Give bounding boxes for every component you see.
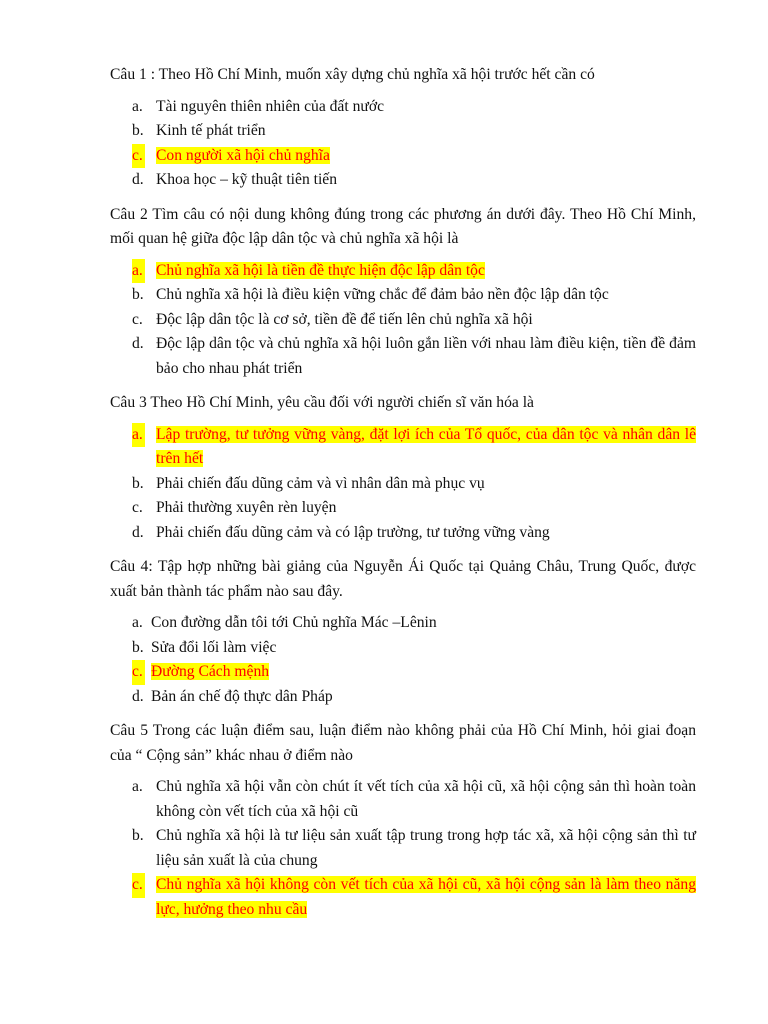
- question-3: Câu 3 Theo Hồ Chí Minh, yêu cầu đối với người chiến sĩ văn hóa là: [110, 394, 534, 411]
- option-4c-answer: [110, 660, 696, 685]
- question-4: Câu 4: Tập hợp những bài giảng của Nguyễn Ái Quốc tại Quảng Châu, Trung Quốc, được xuất bản thành tác phẩm nào sau đây.: [110, 558, 696, 600]
- option-4d: [110, 685, 696, 710]
- option-text: Chủ nghĩa xã hội là tiền đề thực hiện độc lập dân tộc: [156, 261, 485, 279]
- options-list-1: [110, 95, 696, 193]
- option-2a-answer: [110, 259, 696, 284]
- option-text: Chủ nghĩa xã hội không còn vết tích của xã hội cũ, xã hội cộng sản là làm theo năng lực, hưởng theo nhu cầu: [156, 876, 696, 918]
- option-text: Độc lập dân tộc và chủ nghĩa xã hội luôn gắn liền với nhau làm điều kiện, tiền đề đảm bảo cho nhau phát triển: [156, 335, 696, 377]
- option-letter: c.: [132, 310, 143, 328]
- option-3d: [110, 521, 696, 546]
- option-text: Phải chiến đấu dũng cảm và vì nhân dân mà phục vụ: [156, 474, 485, 492]
- option-text: Sửa đổi lối làm việc: [151, 638, 277, 656]
- options-list-5: [110, 775, 696, 922]
- option-letter: a.: [132, 423, 145, 448]
- option-text: Lập trường, tư tưởng vững vàng, đặt lợi ích của Tổ quốc, của dân tộc và nhân dân lê trên hết: [156, 425, 696, 467]
- option-letter: b.: [132, 286, 144, 303]
- option-4b: [110, 636, 696, 661]
- option-5b: [110, 824, 696, 873]
- options-list-3: [110, 423, 696, 546]
- option-letter: b.: [132, 474, 144, 492]
- option-2d: [110, 332, 696, 381]
- option-letter: c.: [132, 660, 145, 685]
- option-letter: a.: [132, 778, 143, 795]
- options-list-2: [110, 259, 696, 382]
- option-letter: d.: [132, 523, 144, 541]
- option-letter: a.: [132, 97, 143, 115]
- option-text: Con đường dẫn tôi tới Chủ nghĩa Mác –Lênin: [151, 614, 437, 631]
- option-1a: [110, 95, 696, 120]
- option-text: Chủ nghĩa xã hội là điều kiện vững chắc để đảm bảo nền độc lập dân tộc: [156, 286, 609, 303]
- option-3b: [110, 472, 696, 497]
- option-letter: d.: [132, 687, 144, 705]
- option-text: Đường Cách mệnh: [151, 663, 270, 680]
- option-4a: [110, 611, 696, 636]
- option-1c-answer: [110, 144, 696, 169]
- option-text: Phải chiến đấu dũng cảm và có lập trường, tư tưởng vững vàng: [156, 523, 550, 541]
- option-letter: c.: [132, 144, 145, 169]
- options-list-4: [110, 611, 696, 709]
- option-text: Chủ nghĩa xã hội là tư liệu sản xuất tập trung trong hợp tác xã, xã hội cộng sản thì tư liệu sản xuất là của chung: [156, 827, 696, 869]
- option-5a: [110, 775, 696, 824]
- option-text: Khoa học – kỹ thuật tiên tiến: [156, 171, 338, 188]
- option-text: Phải thường xuyên rèn luyện: [156, 499, 337, 516]
- option-5c-answer: [110, 873, 696, 922]
- option-text: Bản án chế độ thực dân Pháp: [151, 687, 333, 705]
- option-letter: c.: [132, 499, 143, 516]
- option-3c: [110, 496, 696, 521]
- question-5: Câu 5 Trong các luận điểm sau, luận điểm nào không phải của Hồ Chí Minh, hỏi giai đoạn của “ Cộng sản” khác nhau ở điểm nào: [110, 722, 696, 764]
- option-text: Tài nguyên thiên nhiên của đất nước: [156, 97, 385, 115]
- option-2c: [110, 308, 696, 333]
- option-text: Kinh tế phát triển: [156, 122, 266, 139]
- option-letter: a.: [132, 259, 145, 284]
- option-letter: d.: [132, 335, 144, 352]
- option-letter: b.: [132, 638, 144, 656]
- option-1d: [110, 168, 696, 193]
- option-letter: b.: [132, 122, 144, 139]
- question-1: Câu 1 : Theo Hồ Chí Minh, muốn xây dựng chủ nghĩa xã hội trước hết cần có: [110, 66, 595, 83]
- option-text: Chủ nghĩa xã hội vẫn còn chút ít vết tích của xã hội cũ, xã hội cộng sản thì hoàn toàn không còn vết tích của xã hội cũ: [156, 778, 696, 820]
- option-3a-answer: [110, 423, 696, 472]
- option-letter: b.: [132, 827, 144, 844]
- option-letter: d.: [132, 171, 144, 188]
- option-letter: c.: [132, 873, 145, 898]
- option-2b: [110, 283, 696, 308]
- question-2: Câu 2 Tìm câu có nội dung không đúng trong các phương án dưới đây. Theo Hồ Chí Minh, mối quan hệ giữa độc lập dân tộc và chủ nghĩa xã hội là: [110, 205, 696, 247]
- option-text: Con người xã hội chủ nghĩa: [156, 146, 330, 164]
- option-1b: [110, 119, 696, 144]
- option-text: Độc lập dân tộc là cơ sở, tiền đề để tiến lên chủ nghĩa xã hội: [156, 310, 533, 328]
- option-letter: a.: [132, 614, 143, 631]
